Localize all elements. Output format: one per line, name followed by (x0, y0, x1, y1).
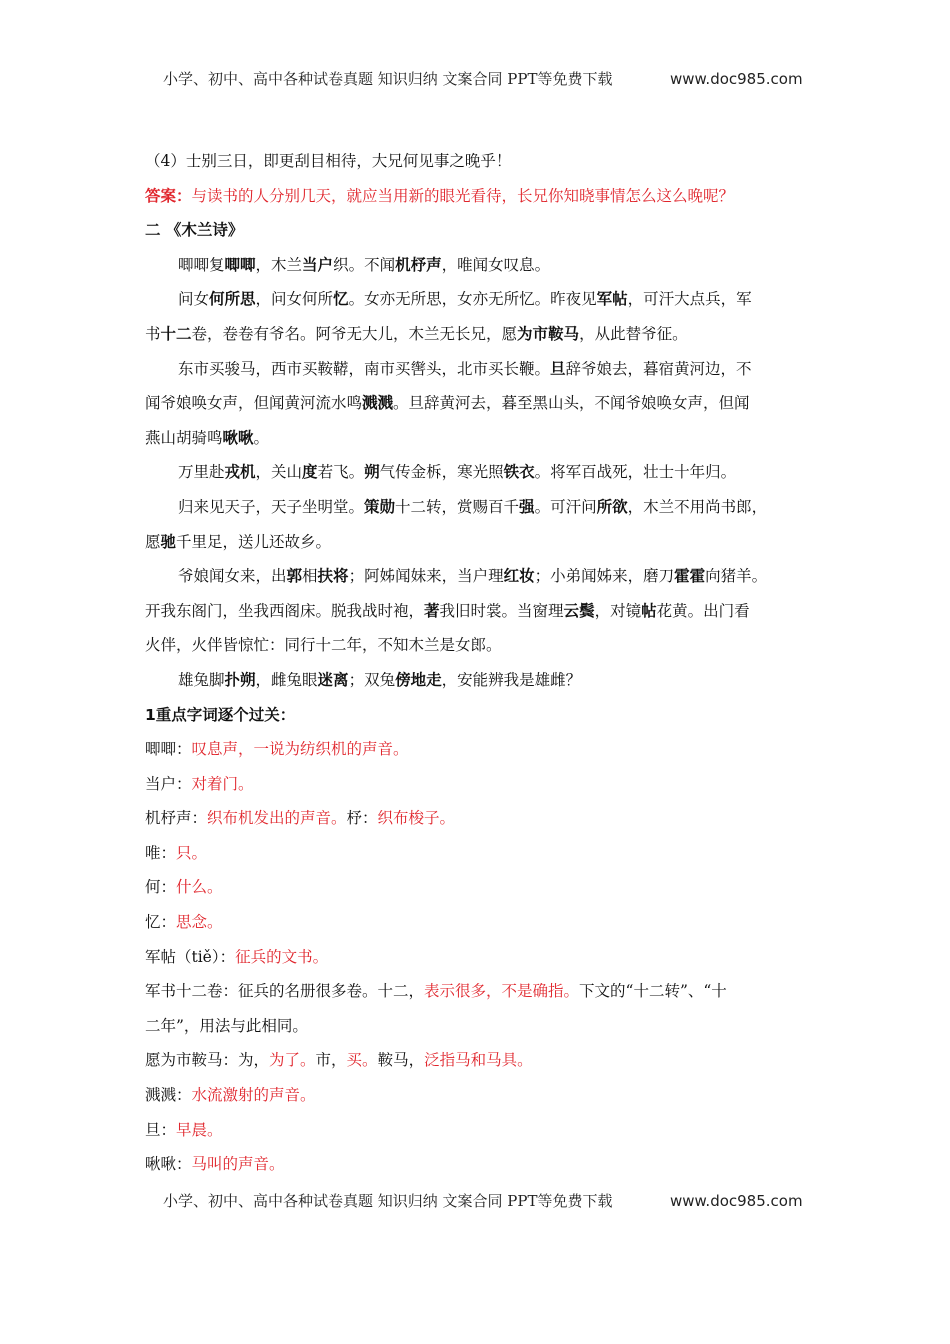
text-segment: 向猪羊。 (705, 567, 768, 586)
poem-line (145, 490, 815, 525)
vocab-item (145, 732, 815, 767)
text-segment: 唧唧： (145, 740, 192, 759)
text-segment: ，可汗大点兵，军 (627, 290, 752, 309)
vocab-item (145, 974, 815, 1009)
text-segment: ，对镜 (594, 601, 642, 620)
text-segment: 辞爷娘去，暮宿黄河边，不 (565, 359, 752, 378)
key-word: 当户 (302, 254, 334, 274)
definition: 什么。 (176, 878, 223, 897)
poem-line (145, 559, 815, 594)
text-segment: 相 (302, 567, 318, 586)
text-segment: ；双兔 (348, 670, 396, 689)
key-word: 强 (519, 496, 535, 516)
text-segment: 忆： (145, 913, 177, 932)
definition: 买。 (346, 1051, 378, 1070)
vocab-item (145, 905, 815, 940)
text-segment: 啾啾： (145, 1155, 192, 1174)
page-header (0, 67, 950, 91)
text-segment: 。女亦无所思，女亦无所忆。昨夜见 (348, 290, 597, 309)
key-word: 策勋 (364, 496, 396, 516)
key-word: 傍地走 (395, 669, 442, 689)
text-segment: ，木兰不用尚书郎， (627, 497, 768, 516)
text-segment: ，问女何所 (255, 290, 334, 309)
section-title: 二 《木兰诗》 (145, 221, 244, 240)
poem-line (145, 594, 815, 629)
vocab-item (145, 940, 815, 975)
poem-line (145, 455, 815, 490)
text-segment: ，安能辨我是雄雌？ (441, 670, 582, 689)
vocab-item (145, 1113, 815, 1148)
key-word: 朔 (364, 462, 380, 482)
text-segment: 当户： (145, 774, 192, 793)
key-word: 著 (424, 600, 440, 620)
poem-line (145, 248, 815, 283)
text-segment: 气传金柝，寒光照 (379, 463, 504, 482)
vocab-title: 1重点字词逐个过关： (145, 705, 296, 724)
text-segment: 问女 (178, 290, 210, 309)
poem-line (145, 663, 815, 698)
key-word: 旦 (550, 358, 566, 378)
text-segment: 万里赴 (178, 463, 225, 482)
text-segment: 我旧时裳。当窗理 (439, 601, 564, 620)
key-word: 所欲 (596, 496, 628, 516)
key-word: 唧唧 (224, 254, 256, 274)
text-segment: 鞍马， (377, 1051, 425, 1070)
text-segment: 溅溅： (145, 1086, 192, 1105)
text-segment: 开我东阁门，坐我西阁床。脱我战时袍， (145, 601, 425, 620)
footer-text: 小学、初中、高中各种试卷真题 知识归纳 文案合同 PPT等免费下载 (163, 1192, 613, 1210)
header-url: www.doc985.com (670, 70, 803, 88)
key-word: 扑朔 (224, 669, 256, 689)
text-segment: 归来见天子，天子坐明堂。 (178, 497, 365, 516)
key-word: 机杼声 (395, 254, 442, 274)
question-4: （4）士别三日，即更刮目相待，大兄何见事之晚乎！ (145, 152, 512, 170)
text-segment: 何： (145, 878, 177, 897)
text-segment: 下文的“十二转”、“十 (579, 982, 727, 1001)
definition: 叹息声，一说为纺织机的声音。 (191, 740, 409, 759)
text-segment: 杼： (346, 809, 378, 828)
definition: 只。 (176, 843, 208, 862)
definition: 织布梭子。 (377, 809, 456, 828)
answer-label: 答案： (145, 186, 192, 205)
document-body (145, 144, 815, 1182)
definition: 对着门。 (191, 774, 254, 793)
key-word: 扶将 (317, 566, 349, 586)
key-word: 十二 (160, 323, 192, 343)
key-word: 霍霍 (674, 566, 706, 586)
definition: 为了。 (269, 1051, 316, 1070)
text-segment: 织。不闻 (333, 255, 396, 274)
key-word: 迷离 (317, 669, 349, 689)
text-segment: ；小弟闻姊来，磨刀 (534, 567, 675, 586)
definition: 泛指马和马具。 (424, 1051, 533, 1070)
key-word: 云鬓 (563, 600, 595, 620)
text-segment: 书 (145, 324, 161, 343)
key-word: 溅溅 (362, 393, 394, 413)
definition: 织布机发出的声音。 (207, 809, 347, 828)
vocab-list (145, 732, 815, 1182)
header-text: 小学、初中、高中各种试卷真题 知识归纳 文案合同 PPT等免费下载 (163, 70, 613, 88)
text-segment: 市， (315, 1051, 347, 1070)
text-segment: 。将军百战死，壮士十年归。 (534, 463, 737, 482)
vocab-item (145, 870, 815, 905)
text-segment: 。 (253, 428, 270, 447)
key-word: 郭 (286, 566, 303, 586)
poem-line (145, 352, 815, 387)
vocab-item (145, 1147, 815, 1182)
text-segment: 闻爷娘唤女声，但闻黄河流水鸣 (145, 394, 363, 413)
key-word: 帖 (641, 600, 657, 620)
vocab-item (145, 1043, 815, 1078)
text-segment: ，从此替爷征。 (579, 324, 688, 343)
footer-url: www.doc985.com (670, 1192, 803, 1210)
key-word: 何所思 (209, 289, 256, 309)
answer-text: 与读书的人分别几天，就应当用新的眼光看待，长兄你知晓事情怎么这么晚呢？ (191, 186, 735, 205)
poem-line (145, 525, 815, 560)
text-segment: 燕山胡骑鸣 (145, 428, 223, 447)
poem-line (145, 282, 815, 317)
definition: 马叫的声音。 (191, 1155, 285, 1174)
text-segment: ，关山 (255, 463, 303, 482)
text-segment: 。旦辞黄河去，暮至黑山头，不闻爷娘唤女声，但闻 (393, 394, 750, 413)
key-word: 忆 (333, 289, 349, 309)
text-segment: 旦： (145, 1120, 177, 1139)
answer-line (145, 179, 815, 214)
page-footer (0, 1189, 950, 1213)
text-segment: 机杼声： (145, 809, 208, 828)
key-word: 啾啾 (222, 427, 254, 447)
text-segment: 卷，卷卷有爷名。阿爷无大儿，木兰无长兄，愿 (191, 324, 518, 343)
text-segment: 爷娘闻女来，出 (178, 567, 287, 586)
text-segment: 愿为市鞍马：为， (145, 1051, 270, 1070)
text-segment: 东市买骏马，西市买鞍鞯，南市买辔头，北市买长鞭。 (178, 359, 551, 378)
key-word: 为市鞍马 (517, 323, 580, 343)
vocab-item (145, 1009, 815, 1044)
definition: 表示很多，不是确指。 (424, 982, 580, 1001)
text-segment: ，木兰 (255, 255, 303, 274)
vocab-item (145, 836, 815, 871)
text-segment: ，雌兔眼 (255, 670, 318, 689)
text-segment: 唧唧复 (178, 255, 225, 274)
key-word: 驰 (160, 531, 177, 551)
poem-line (145, 386, 815, 421)
text-segment: 唯： (145, 843, 177, 862)
text-segment: 千里足，送儿还故乡。 (176, 532, 332, 551)
text-segment: 花黄。出门看 (656, 601, 750, 620)
text-segment: 雄兔脚 (178, 670, 225, 689)
key-word: 度 (302, 462, 318, 482)
key-word: 红妆 (503, 566, 535, 586)
text-segment: 愿 (145, 532, 161, 551)
vocab-item (145, 801, 815, 836)
text-segment: 火伴，火伴皆惊忙：同行十二年，不知木兰是女郎。 (145, 636, 502, 655)
vocab-item (145, 767, 815, 802)
text-segment: 若飞。 (317, 463, 365, 482)
text-segment: 十二转，赏赐百千 (395, 497, 520, 516)
text-segment: 二年”，用法与此相同。 (145, 1016, 308, 1035)
poem-line (145, 317, 815, 352)
key-word: 戎机 (224, 462, 256, 482)
definition: 征兵的文书。 (235, 947, 329, 966)
vocab-item (145, 1078, 815, 1113)
poem-line (145, 421, 815, 456)
poem-line (145, 628, 815, 663)
definition: 早晨。 (176, 1120, 223, 1139)
text-segment: 军书十二卷：征兵的名册很多卷。十二， (145, 982, 425, 1001)
text-segment: ，唯闻女叹息。 (441, 255, 551, 274)
definition: 水流激射的声音。 (191, 1086, 316, 1105)
key-word: 铁衣 (503, 462, 535, 482)
key-word: 军帖 (596, 289, 628, 309)
definition: 思念。 (176, 913, 223, 932)
poem-text (145, 248, 815, 698)
text-segment: 军帖（tiě）： (145, 947, 236, 966)
text-segment: 。可汗问 (534, 497, 597, 516)
text-segment: ；阿姊闻妹来，当户理 (348, 567, 504, 586)
